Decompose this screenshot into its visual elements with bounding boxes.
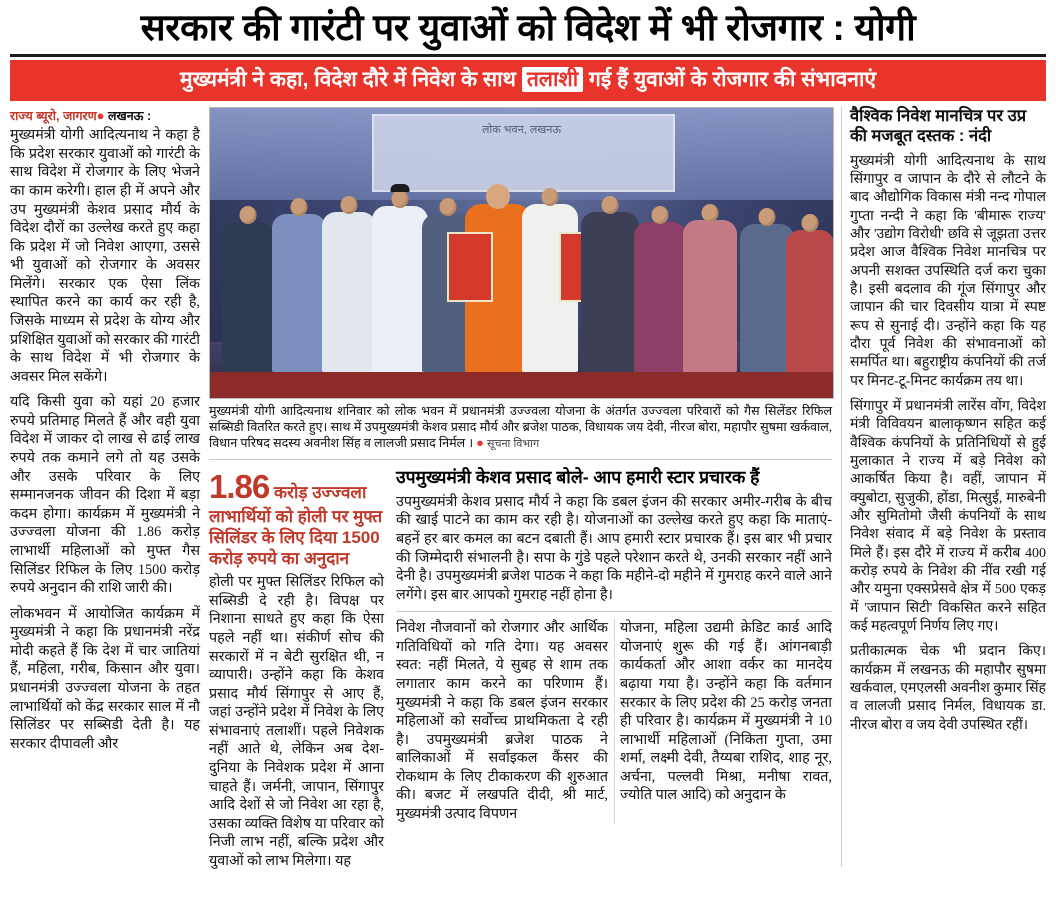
story-two-column-text [396, 619, 832, 823]
photo-credit: सूचना विभाग [487, 437, 540, 450]
story-column-1: निवेश नौजवानों को रोजगार और आर्थिक गतिविधियों को गति देगा। यह अवसर स्वत: नहीं मिलते, ये सुबह से शाम तक लगातार काम करने का परिणाम हैं। मुख्यमंत्री ने कहा कि डबल इंजन सरकार महिलाओं को सर्वोच्च प्राथमिकता दे रही है। उपमुख्यमंत्री ब्रजेश पाठक ने बालिकाओं में सर्वाइकल कैंसर की रोकथाम के लिए टीकाकरण की शुरुआत की। बजट में लखपति दीदी, श्री मार्ट, मुख्यमंत्री उत्पाद विपणन [396, 620, 608, 823]
left-paragraph-1: मुख्यमंत्री योगी आदित्यनाथ ने कहा है कि प्रदेश सरकार युवाओं को गारंटी के साथ विदेश में रोजगार के लिए भेजने का काम करेगी। हाल ही में अपने और उप मुख्यमंत्री केशव प्रसाद मौर्य के विदेश दौरों का उल्लेख करते हुए कहा कि प्रदेश में जो निवेश आएगा, उससे भी युवाओं को रोजगार के अवसर मिलेंगे। सरकार एक ऐसा लिंक स्थापित करने का कार्य कर रही है, जिसके माध्यम से प्रदेश के योग्य और प्रशिक्षित युवाओं को सरकार की गारंटी के साथ विदेश में भी रोजगार के अवसर मिल सकेंगे। [10, 127, 201, 385]
story-lead-paragraph: उपमुख्यमंत्री केशव प्रसाद मौर्य ने कहा कि डबल इंजन की सरकार अमीर-गरीब के बीच की खाई पाटने का काम कर रही है। योजनाओं का उल्लेख करते हुए कहा कि माताएं-बहनें हर बार कमल का बटन दबाती हैं। आप हमारी स्टार प्रचारक हैं। इस बार भी प्रचार की जिम्मेदारी संभालनी है। सपा के गुंडे पहले परेशान करते थे, उनकी सरकार नहीं आने देनी है। उपमुख्यमंत्री ब्रजेश पाठक ने कहा कि महीने-दो महीने में गुमराह करने वाले आने लगेंगे। इस बार आपको गुमराह नहीं होना है। [396, 493, 832, 603]
banner-caption-text: लोक भवन, लखनऊ [481, 124, 562, 137]
left-paragraph-2: यदि किसी युवा को यहां 20 हजार रुपये प्रतिमाह मिलते हैं और वही युवा विदेश में जाकर दो लाख से ढाई लाख रुपये तक कमाने लगे तो यह उसके और उसके परिवार के लिए सम्मानजनक जीवन की दिशा में बड़ा कदम होगा। कार्यक्रम में मुख्यमंत्री ने उज्ज्वला योजना की 1.86 करोड़ लाभार्थी महिलाओं को मुफ्त गैस सिलिंडर रिफिल के लिए 1500 करोड़ रुपये अनुदान की राशि जारी की। [10, 394, 200, 597]
person-figure [683, 220, 737, 372]
article-body [10, 107, 1046, 867]
subhead-text-after: गई हैं युवाओं के रोजगार की संभावनाएं [589, 67, 877, 91]
photo-caption [209, 404, 832, 452]
subhead-highlight: तलाशी [522, 67, 583, 92]
photo-caption-text: मुख्यमंत्री योगी आदित्यनाथ शनिवार को लोक भवन में प्रधानमंत्री उज्ज्वला योजना के अंतर्गत उज्ज्वला परिवारों को गैस सिलेंडर रिफिल सब्सिडी वितरित करते हुए। साथ में उपमुख्यमंत्री केशव प्रसाद मौर्य और ब्रजेश पाठक, विधायक जय देवी, नीरज बोरा, महापौर सुषमा खर्कवाल, विधान परिषद सदस्य अवनीश सिंह व लालजी प्रसाद निर्मल । [209, 404, 832, 450]
byline-place: लखनऊ : [108, 109, 152, 124]
right-paragraph-1: मुख्यमंत्री योगी आदित्यनाथ के साथ सिंगापुर व जापान के दौरे से लौटने के बाद औद्योगिक विकास मंत्री नन्द गोपाल गुप्ता नन्दी ने कहा कि 'बीमारू राज्य' और 'उद्योग विरोधी' छवि से जूझता उत्तर प्रदेश आज वैश्विक निवेश मानचित्र पर अपनी सशक्त उपस्थिति दर्ज करा चुका है। इसी बदलाव की गूंज सिंगापुर और जापान की चार दिवसीय यात्रा में स्पष्ट रूप से सुनाई दी। उन्होंने कहा कि यह दौरा पूर्व निवेश की संभावनाओं को समर्पित था। बहुराष्ट्रीय कंपनियों की तर्ज पर मिनट-टू-मिनट कार्यक्रम तय था। [850, 153, 1046, 389]
figure-column [209, 467, 384, 878]
headline-divider [10, 54, 1046, 57]
byline: राज्य ब्यूरो, जागरण● लखनऊ : [10, 108, 152, 124]
figure-big-number: 1.86 [209, 467, 270, 505]
mid-section [209, 467, 832, 878]
caption-bullet: ● [476, 435, 484, 450]
right-column [841, 107, 1046, 867]
figure-paragraph: होली पर मुफ्त सिलिंडर रिफिल को सब्सिडी दे रही है। विपक्ष पर निशाना साधते हुए कहा कि ऐसा पहले नहीं था। संकीर्ण सोच की सरकारों में न बेटी सुरक्षित थी, न व्यापारी। उन्होंने कहा कि केशव प्रसाद मौर्य सिंगापुर से आए हैं, जहां उन्होंने प्रदेश में निवेश के लिए संभावनाएं तलाशीं। पहले निवेशक नहीं आते थे, लेकिन अब देश-दुनिया के निवेशक प्रदेश में आना चाहते हैं। जर्मनी, जापान, सिंगापुर आदि देशों से जो निवेश आ रहा है, उसका व्यक्ति विशेष या परिवार को निजी लाभ नहीं, बल्कि प्रदेश और युवाओं को लाभ मिलेगा। यह [209, 574, 384, 869]
right-headline: वैश्विक निवेश मानचित्र पर उप्र की मजबूत दस्तक : नंदी [850, 107, 1027, 145]
person-figure [322, 212, 376, 372]
section-divider [209, 459, 832, 460]
right-paragraph-2: सिंगापुर में प्रधानमंत्री लारेंस वोंग, विदेश मंत्री विविवयन बालाकृष्णन सहित कई वैश्विक कंपनियों के प्रतिनिधियों से हुई मुलाकात ने राज्य में बड़े निवेश को आकर्षित किया है। वहीं, जापान में क्युबोटा, सुजुकी, होंडा, मित्सुई, मारुबेनी और सुमितोमो जैसी कंपनियों के साथ निवेश संवाद में बड़े निवेश के प्रस्ताव मिले हैं। इस दौरे में राज्य में करीब 400 करोड़ रुपये के निवेश की नींव रखी गई और यमुना एक्सप्रेसवे क्षेत्र में 500 एकड़ में 'जापान सिटी' विकसित करने सहित कई महत्वपूर्ण निर्णय लिए गए। [850, 399, 1046, 634]
person-figure [581, 212, 639, 372]
left-paragraph-3: लोकभवन में आयोजित कार्यक्रम में मुख्यमंत्री ने कहा कि प्रधानमंत्री नरेंद्र मोदी कहते हैं कि देश में चार जातियां हैं, महिला, गरीब, किसान और युवा। प्रधानमंत्री उज्ज्वला योजना के तहत लाभार्थियों को केंद्र सरकार साल में नौ सिलिंडर पर सब्सिडी देती है। यह सरकार दीपावली और [10, 605, 200, 752]
right-paragraph-3: प्रतीकात्मक चेक भी प्रदान किए। कार्यक्रम में लखनऊ की महापौर सुषमा खर्कवाल, एमएलसी अवनीश कुमार सिंह व लालजी प्रसाद निर्मल, विधायक डा. नीरज बोरा व जय देवी उपस्थित रहीं। [850, 644, 1046, 733]
center-column [209, 107, 832, 867]
stage-carpet [210, 372, 833, 398]
subhead-banner [10, 60, 1046, 101]
figure-line-2: लाभार्थियों को होली [209, 507, 328, 527]
figure-line-4: 1500 करोड़ रुपये का अनुदान [209, 527, 380, 568]
subhead-text-before: मुख्यमंत्री ने कहा, विदेश दौरे में निवेश के साथ [179, 67, 516, 91]
story-divider [396, 611, 832, 612]
story-headline: उपमुख्यमंत्री केशव प्रसाद बोले- आप हमारी स्टार प्रचारक हैं [396, 466, 760, 487]
certificate-red-left [447, 232, 493, 302]
event-photograph [209, 107, 834, 399]
figure-line-3: पर मुफ्त सिलिंडर के लिए दिया [209, 507, 383, 547]
page-headline: सरकार की गारंटी पर युवाओं को विदेश में भी रोजगार : योगी [140, 7, 916, 48]
person-figure [222, 222, 274, 372]
byline-agency: राज्य ब्यूरो, जागरण [10, 109, 97, 124]
story-column-2: योजना, महिला उद्यमी क्रेडिट कार्ड आदि योजनाएं शुरू की गई हैं। आंगनबाड़ी कार्यकर्ता और आशा वर्कर का मानदेय बढ़ाया गया है। उन्होंने कहा कि वर्तमान सरकार के लिए प्रदेश की 25 करोड़ जनता ही परिवार है। कार्यक्रम में मुख्यमंत्री ने 10 लाभार्थी महिलाओं (निकिता गुप्ता, उमा शर्मा, लक्ष्मी देवी, तैय्यबा राशिद, शाह नूर, अर्चना, पल्लवी मिश्रा, मनीषा रावत, ज्योति पाल आदि) को अनुदान के [620, 620, 832, 804]
person-figure [372, 206, 428, 372]
left-column [10, 107, 200, 867]
photo-block [209, 107, 832, 452]
figure-line-1: करोड़ उज्ज्वला [273, 482, 367, 502]
person-figure [786, 230, 834, 372]
person-figure [272, 214, 326, 372]
story-column [396, 467, 832, 878]
figure-headline [209, 467, 384, 569]
person-figure [634, 222, 686, 372]
